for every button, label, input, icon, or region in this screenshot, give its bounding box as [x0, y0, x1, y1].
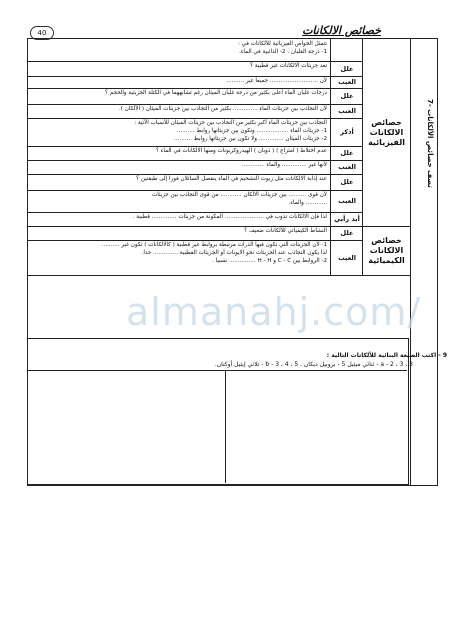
row-label: أيد رأيي [330, 212, 363, 226]
row [28, 39, 363, 62]
row-text: لأن ........................... جميعا غير .......... [226, 78, 327, 84]
row-text: التجاذب بين جزيئات الماء أكبر بكثير من التجاذب بين جزيئات الميثان للأسباب الآتية : 1- جزيئات الماء .................. وتكون بين جزيئاتها روابط .......... 2- جزيئات الميثان .............. ولا تكون بين جزيئاتها روابط .......... [134, 120, 327, 142]
row-label: علل [330, 174, 363, 190]
row [28, 61, 363, 77]
row-text: لأن قوى .......... بين جزيئات الالكان ............ من قوى التجاذب بين جزيئات ............ والماء. [151, 192, 327, 206]
row-text: 1- لأن الجزيئات التي تكون فيها الذرات مرتبطة بروابط غير قطبية ( كالالكانات ) تكون غير .......... لذا يكون التجاذب عند الجزيئات نحو الايونات أو الجزيئات القطبية .............. جدا. 2- الروابط بين C - C و H - H ............... نسبيا . [101, 242, 327, 264]
row-text: لذا فإن الالكانات تذوب في ...................... المكونة من جزيئات .............. قطبية . [132, 214, 327, 220]
row-text: عدم اختلاط ( امتزاج ) ( ذوبان ) الهيدروكربونات ومنها الالكانات في الماء ؟ [156, 148, 327, 154]
row [28, 240, 363, 276]
row-text: تتمثل الخواص الفيزيائية للألكانات في : 1- درجة الغليان . 2- الذائبية في الماء. [237, 41, 327, 55]
row [28, 190, 363, 213]
category-chemical: خصائص الالكانات الكيميائية [362, 226, 410, 276]
page-title: خصائص الالكانات [302, 24, 381, 37]
row [28, 146, 363, 161]
question9-items: a - 2 ، 3 ، 3 - ثنائي ميثيل 5 - بروبيل ديكان . b - 3 ، 4 ، 5 - ثلاثي إيثيل أوكتان. [214, 361, 413, 368]
row-label: علل [330, 88, 363, 104]
row-label [330, 39, 363, 61]
side-title: 7- تصف خصائص الألكانات [426, 99, 434, 188]
row-label: علل [330, 146, 363, 160]
row-text: لأنها غير .............. والماء ............. [241, 162, 327, 168]
row-label: أذكر [330, 118, 363, 146]
row-label: العبب [330, 160, 363, 174]
row-label: علل [330, 226, 363, 240]
watermark: almanahj.com/ [126, 290, 422, 334]
row-text: النشاط الكيميائي للألكانات ضعيف ؟ [244, 228, 327, 234]
question9-title: 9 - اكتب الصيغة البنائية للألكانات التالية : [326, 352, 447, 359]
question9-column-divider [225, 370, 226, 483]
row-label: علل [330, 61, 363, 76]
page-number: 40 [30, 26, 54, 40]
row [28, 212, 363, 227]
row [28, 88, 363, 105]
row-label: العبب [330, 190, 363, 212]
category-physical: خصائص الالكانات الفيزيائية [362, 39, 410, 227]
row [28, 104, 363, 119]
row-label: العبب [330, 240, 363, 275]
row [28, 226, 363, 241]
row [28, 160, 363, 175]
row [28, 118, 363, 147]
row-text: درجات غليان الماء أعلى بكثير من درجة غليان الميثان رغم تشابههما في الكتلة الجزيئية والحجم ؟ [104, 90, 327, 96]
row-label: العبب [330, 104, 363, 118]
row [28, 174, 363, 191]
row-text: لأن التجاذب بين جزيئات الماء .............. بكثير من التجاذب بين جزيئات الميثان ( الألكان ). [118, 106, 327, 112]
side-strip [410, 39, 437, 485]
row-text: تعد جزيئات الالكانات غير قطبية ؟ [250, 63, 327, 69]
question9-divider [27, 370, 407, 371]
row-label: العبب [330, 76, 363, 88]
row-text: عند إذابة الالكانات مثل زيوت التشحيم في الماء ينفصل السائلان فورا إلى طبقتين ؟ [136, 176, 327, 182]
